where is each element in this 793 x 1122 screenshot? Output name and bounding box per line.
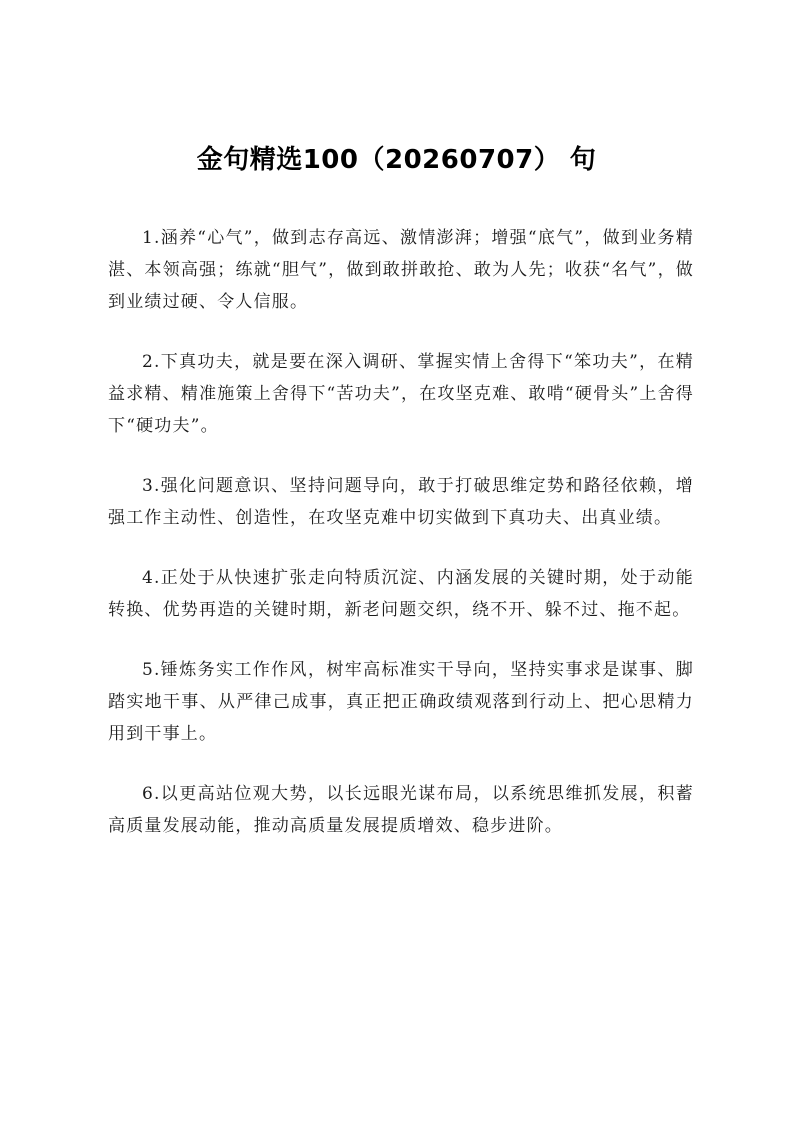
paragraph-1: 1.涵养“心气”，做到志存高远、激情澎湃；增强“底气”，做到业务精湛、本领高强；练就“胆气”，做到敢拼敢抢、敢为人先；收获“名气”，做到业绩过硬、令人信服。 [108, 228, 694, 312]
paragraph-6: 6.以更高站位观大势，以长远眼光谋布局，以系统思维抓发展，积蓄高质量发展动能，推动高质量发展提质增效、稳步进阶。 [108, 784, 694, 836]
paragraph-5: 5.锤炼务实工作作风，树牢高标准实干导向，坚持实事求是谋事、脚踏实地干事、从严律己成事，真正把正确政绩观落到行动上、把心思精力用到干事上。 [108, 660, 694, 744]
document-body [108, 222, 694, 870]
document-title: 金句精选100（20260707） 句 [196, 145, 597, 175]
paragraph-2: 2.下真功夫，就是要在深入调研、掌握实情上舍得下“笨功夫”，在精益求精、精准施策上舍得下“苦功夫”，在攻坚克难、敢啃“硬骨头”上舍得下“硬功夫”。 [108, 352, 694, 436]
paragraph-3: 3.强化问题意识、坚持问题导向，敢于打破思维定势和路径依赖，增强工作主动性、创造性，在攻坚克难中切实做到下真功夫、出真业绩。 [108, 476, 694, 528]
paragraph-4: 4.正处于从快速扩张走向特质沉淀、内涵发展的关键时期，处于动能转换、优势再造的关键时期，新老问题交织，绕不开、躲不过、拖不起。 [108, 568, 694, 620]
